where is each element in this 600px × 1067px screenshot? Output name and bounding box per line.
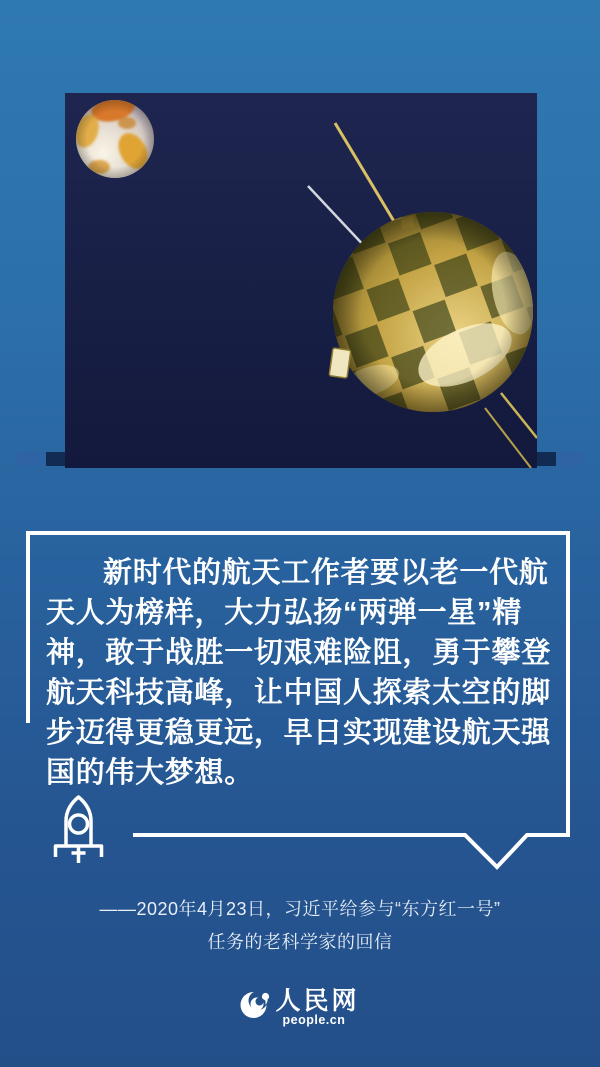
logo-domain-text: people.cn [282,1013,346,1027]
quote-line: 航天科技高峰，让中国人探索太空的脚 [46,677,551,709]
satellite-photo [65,93,537,468]
attribution-line-1: ——2020年4月23日，习近平给参与“东方红一号” [99,899,501,919]
quote-line: 新时代的航天工作者要以老一代航 [103,557,549,589]
photo-stand-dark-right [535,452,556,466]
people-cn-logo [0,988,600,1027]
quote-line: 神，敢于战胜一切艰难险阻，勇于攀登 [46,637,551,669]
satellite-photo-illustration [65,93,537,468]
quote-text [46,553,562,793]
quote-line: 步迈得更稳更远，早日实现建设航天强 [46,717,551,749]
attribution-line-2: 任务的老科学家的回信 [207,932,393,952]
people-cn-swirl-icon [240,988,272,1022]
photo-stand-dark-left [46,452,67,466]
quote-line: 国的伟大梦想。 [46,757,254,789]
logo-chinese-text: 人民网 [275,987,360,1015]
rocket-icon [45,790,115,880]
attribution [0,893,600,959]
satellite-side-fitting [329,348,351,378]
quote-line: 天人为榜样，大力弘扬“两弹一星”精 [46,597,522,629]
